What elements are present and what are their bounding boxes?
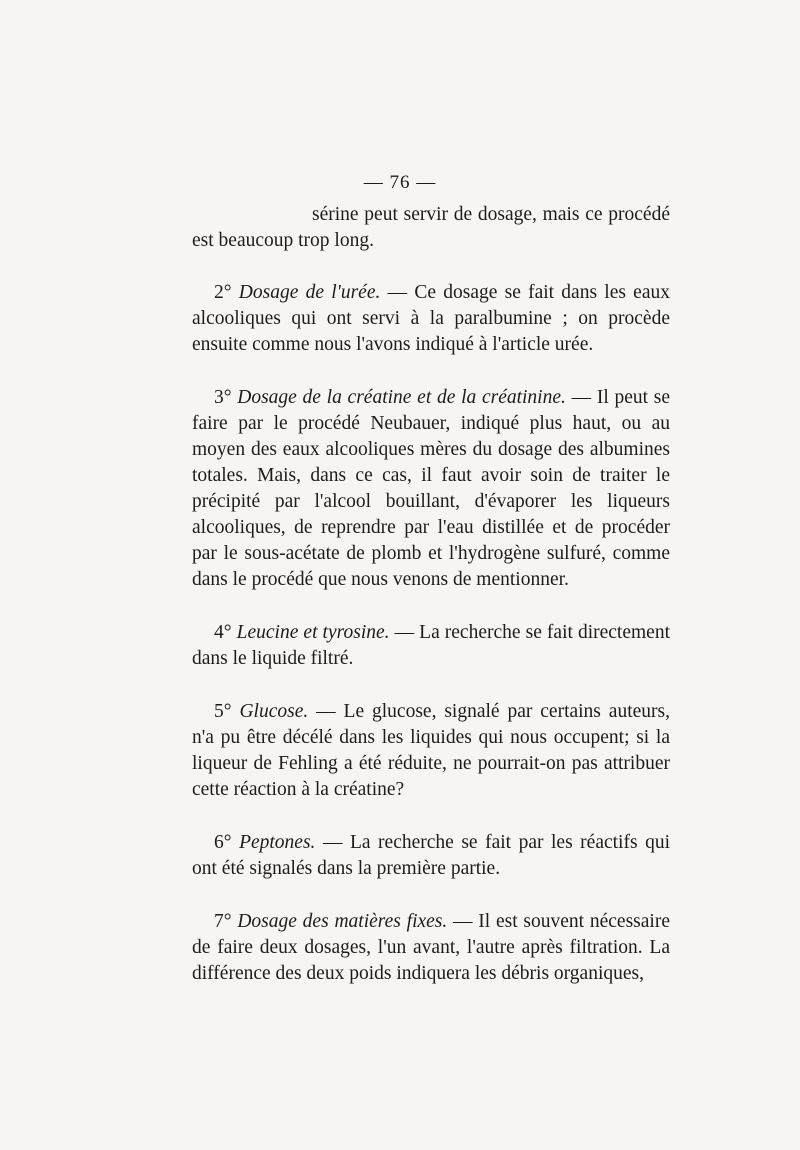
section-title: Dosage de l'urée.	[238, 282, 381, 303]
section-title: Dosage des matières fixes.	[237, 911, 448, 932]
section-number: 5°	[214, 701, 240, 722]
paragraph-text: — Il peut se faire par le procédé Neubauer, indiqué plus haut, ou au moyen des eaux alcooliques mères du dosage des albumines totales. Mais, dans ce cas, il faut avoir soin de traiter le précipité par l'alcool bouillant, d'évaporer les liqueurs alcooliques, de reprendre par l'eau distillée et de procéder par le sous-acétate de plomb et l'hydrogène sulfuré, comme dans le procédé que nous venons de mentionner.	[192, 387, 670, 590]
section-leucine	[192, 620, 670, 672]
paragraph-text: — Ce dosage se fait dans les eaux alcooliques qui ont servi à la paralbumine ; on procède ensuite comme nous l'avons indiqué à l'article urée.	[192, 282, 670, 355]
section-title: Leucine et tyrosine.	[236, 622, 390, 643]
section-matieres-fixes	[192, 909, 670, 987]
section-number: 2°	[214, 282, 239, 303]
section-peptones	[192, 830, 670, 882]
section-title: Dosage de la créatine et de la créatinine.	[237, 387, 566, 408]
section-number: 3°	[214, 387, 238, 408]
paragraph-text: — Il est souvent nécessaire de faire deux dosages, l'un avant, l'autre après filtration. La différence des deux poids indiquera les débris organiques,	[192, 911, 670, 984]
paragraph-text: — La recherche se fait directement dans le liquide filtré.	[192, 622, 670, 669]
section-number: 6°	[214, 832, 240, 853]
paragraph-text: sérine peut servir de dosage, mais ce procédé est beaucoup trop long.	[192, 204, 670, 251]
section-title: Peptones.	[239, 832, 316, 853]
section-creatine	[192, 385, 670, 593]
section-number: 7°	[214, 911, 238, 932]
section-glucose	[192, 699, 670, 803]
section-uree	[192, 280, 670, 358]
body-text	[192, 202, 670, 987]
page-number: — 76 —	[363, 172, 437, 193]
section-number: 4°	[214, 622, 237, 643]
paragraph-text: — Le glucose, signalé par certains auteurs, n'a pu être décélé dans les liquides qui nous occupent; si la liqueur de Fehling a été réduite, ne pourrait-on pas attribuer cette réaction à la créatine?	[192, 701, 670, 800]
section-title: Glucose.	[239, 701, 309, 722]
paragraph-continuation	[192, 202, 670, 254]
paragraph-text: — La recherche se fait par les réactifs qui ont été signalés dans la première partie.	[192, 832, 670, 879]
